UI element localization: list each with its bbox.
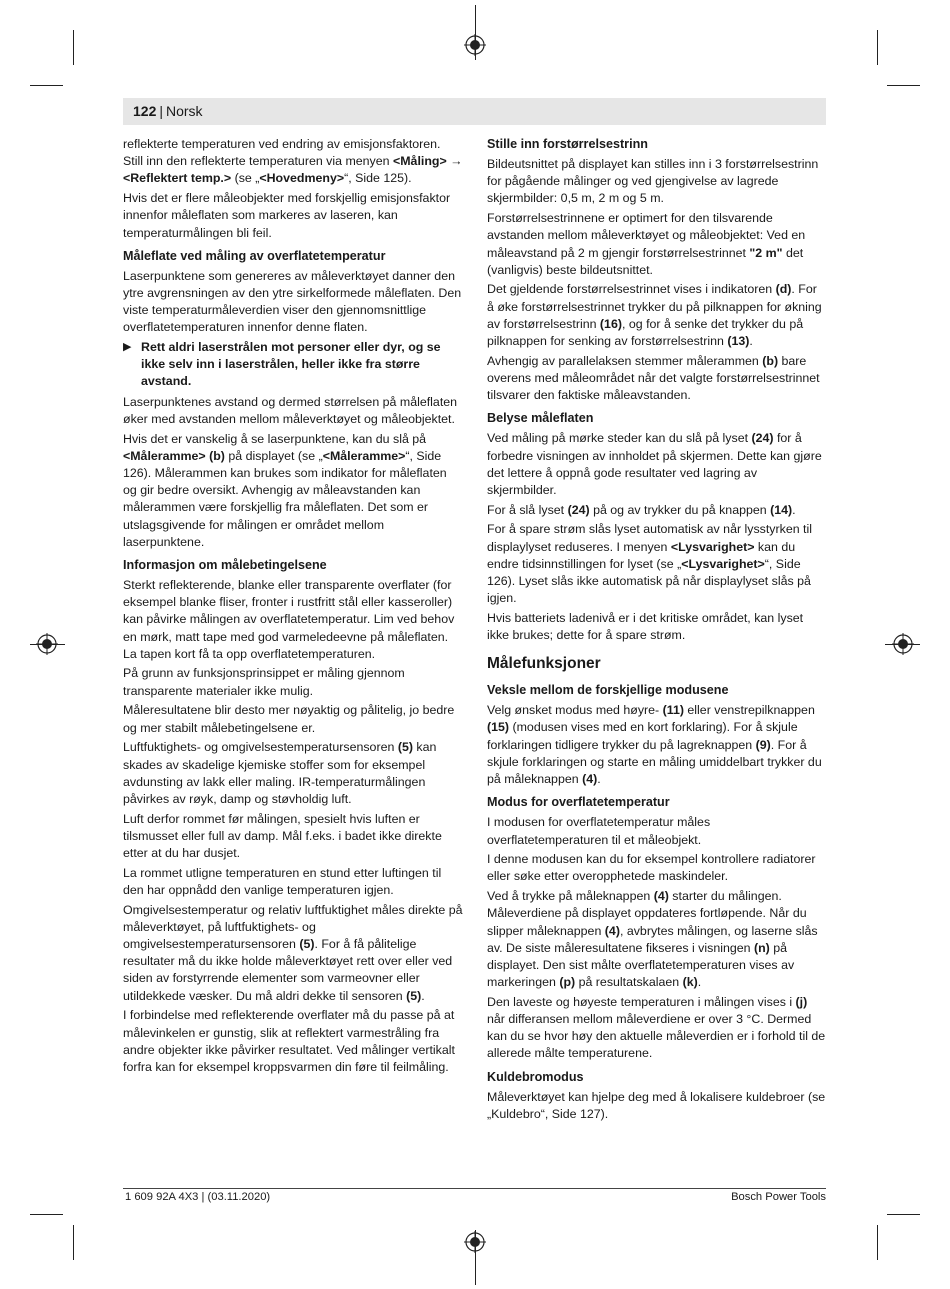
paragraph: Hvis det er vanskelig å se laserpunktene, kan du slå på <Måleramme> (b) på displayet (se „<Måleramme>“, Side 126). Målerammen kan brukes som indikator for måleflaten og gir bedre oversikt. Avhengig av måleavstanden kan målerammen være forskjellig fra måleflaten. Det som er utslagsgivende for målingen er området mellom laserpunktene. [123, 431, 447, 549]
page-number: 122 [133, 103, 157, 119]
paragraph: Laserpunktenes avstand og dermed størrelsen på måleflaten øker med avstanden mellom måleverktøyet og måleobjektet. [123, 394, 458, 426]
safety-warning [123, 339, 463, 391]
paragraph: Måleverktøyet kan hjelpe deg med å lokalisere kuldebroer (se „Kuldebro“, Side 127). [487, 1089, 826, 1121]
footer-brand: Bosch Power Tools [731, 1191, 826, 1203]
paragraph: Sterkt reflekterende, blanke eller transparente overflater (for eksempel blanke fliser, fronter i rustfritt stål eller kasseroller) kan påvirke målingen av overflatetemperatur. Lim ved behov en mørk, matt tape med god varmeledeevne på måleflaten. La tapen kort få ta opp overflatetemperaturen. [123, 577, 455, 661]
right-column [487, 136, 827, 1126]
warning-arrow-icon: ▶ [123, 341, 132, 354]
registration-mark-icon [36, 633, 58, 655]
paragraph: Omgivelsestemperatur og relativ luftfuktighet måles direkte på måleverktøyet, på luftfuktighets- og omgivelsestemperatursensoren (5). For å få pålitelige resultater må du ikke holde måleverktøyet rett over eller ved siden av forstyrrende elementer som varmeovner eller utildekkede væsker. Du må aldri dekke til sensoren (5). [123, 902, 463, 1003]
section-heading: Veksle mellom de forskjellige modusene [487, 683, 729, 698]
warning-text: Rett aldri laserstrålen mot personer eller dyr, og se ikke selv inn i laserstrålen, heller ikke fra større avstand. [141, 340, 441, 389]
section-heading: Belyse måleflaten [487, 411, 594, 426]
paragraph: Bildeutsnittet på displayet kan stilles inn i 3 forstørrelsestrinn for pågående målinger og ved gjengivelse av lagrede skjermbilder: 0,5 m, 2 m og 5 m. [487, 157, 819, 206]
paragraph: I modusen for overflatetemperatur måles overflatetemperaturen til et måleobjekt. [487, 815, 711, 847]
paragraph: La rommet utligne temperaturen en stund etter luftingen til den har oppnådd den vanlige temperaturen igjen. [123, 865, 442, 897]
page-header [123, 98, 826, 125]
paragraph: Forstørrelsestrinnene er optimert for den tilsvarende avstanden mellom måleverktøyet og måleobjektet: Ved en måleavstand på 2 m gjengir forstørrelsestrinnet "2 m" det (vanligvis) beste bildeutsnittet. [487, 211, 806, 277]
header-separator: | [159, 103, 163, 119]
paragraph: Luft derfor rommet før målingen, spesielt hvis luften er tilsmusset eller full av damp. Mål f.eks. i badet ikke direkte etter at du har dusjet. [123, 811, 442, 861]
paragraph: Avhengig av parallelaksen stemmer målerammen (b) bare overens med måleområdet når det valgte forstørrelsestrinnet tilsvarer den faktiske måleavstanden. [487, 353, 820, 403]
paragraph: Ved å trykke på måleknappen (4) starter du målingen. Måleverdiene på displayet oppdateres fortløpende. Når du slipper måleknappen (4), avbrytes målingen, og laserne slås av. De siste måleresultatene fikseres i visningen (n) på displayet. Den sist målte overflatetemperaturen vises av markeringen (p) på resultatskalaen (k). [487, 889, 818, 990]
section-heading: Kuldebromodus [487, 1069, 584, 1084]
crop-mark [73, 30, 74, 65]
crop-mark [30, 1214, 63, 1215]
paragraph: Måleresultatene blir desto mer nøyaktig og pålitelig, jo bedre og mer stabilt målebetingelsene er. [123, 703, 455, 735]
footer-doc-number: 1 609 92A 4X3 | (03.11.2020) [125, 1191, 271, 1203]
footer-rule [123, 1188, 826, 1189]
paragraph: For å spare strøm slås lyset automatisk av når lysstyrken til displaylyset reduseres. I menyen <Lysvarighet> kan du endre tidsinnstillingen for lyset (se „<Lysvarighet>“, Side 126). Lyset slås ikke automatisk på når displaylyset slås på igjen. [487, 522, 813, 606]
registration-mark-icon [464, 1231, 486, 1253]
crop-mark [30, 85, 63, 86]
paragraph: Det gjeldende forstørrelsestrinnet vises i indikatoren (d). For å øke forstørrelsestrinnet trykker du på pilknappen for økning av forstørrelsestrinn (16), og for å senke det trykker du på pilknappen for senking av forstørrelsestrinn (13). [487, 282, 822, 349]
section-heading: Informasjon om målebetingelsene [123, 557, 327, 572]
paragraph: reflekterte temperaturen ved endring av emisjonsfaktoren. Still inn den reflekterte temperaturen via menyen <Måling> → <Reflektert temp.> (se „<Hovedmeny>“, Side 125). [123, 137, 463, 186]
crop-mark [877, 1225, 878, 1260]
paragraph: For å slå lyset (24) på og av trykker du på knappen (14). [487, 502, 796, 517]
paragraph: Hvis batteriets ladenivå er i det kritiske området, kan lyset ikke brukes; dette for å spare strøm. [487, 610, 804, 643]
paragraph: Ved måling på mørke steder kan du slå på lyset (24) for å forbedre visningen av innholdet på skjermen. Dette kan gjøre det lettere å oppnå gode resultater ved lagring av skjermbilder. [487, 431, 822, 497]
crop-mark [887, 85, 920, 86]
registration-mark-icon [892, 633, 914, 655]
paragraph: I forbindelse med reflekterende overflater må du passe på at målevinkelen er gunstig, slik at reflektert varmestråling fra andre objekter ikke påvirker resultatet. Ved målinger vertikalt forfra kan for eksempel kroppsvarmen din føre til feilmåling. [123, 1008, 455, 1074]
paragraph: I denne modusen kan du for eksempel kontrollere radiatorer eller søke etter overopphetede maskindeler. [487, 852, 816, 884]
crop-mark [73, 1225, 74, 1260]
paragraph: På grunn av funksjonsprinsippet er måling gjennom transparente materialer ikke mulig. [123, 666, 405, 698]
header-language: Norsk [166, 103, 203, 119]
chapter-heading: Målefunksjoner [487, 655, 601, 673]
paragraph: Hvis det er flere måleobjekter med forskjellig emisjonsfaktor innenfor måleflaten som markeres av laseren, kan temperaturmålingen bli feil. [123, 191, 451, 240]
paragraph: Laserpunktene som genereres av måleverktøyet danner den ytre avgrensningen av den ytre sirkelformede måleflaten. Den viste temperaturmåleverdien viser den gjennomsnittlige overflatetemperaturen innenfor denne flaten. [123, 268, 462, 335]
left-column [123, 136, 463, 1079]
crop-mark [887, 1214, 920, 1215]
paragraph: Luftfuktighets- og omgivelsestemperatursensoren (5) kan skades av skadelige kjemiske stoffer som for eksempel avdunsting av lakk eller maling. IR-temperaturmålingen påvirkes av røyk, damp og støvholdig luft. [123, 740, 437, 806]
paragraph: Den laveste og høyeste temperaturen i målingen vises i (j) når differansen mellom måleverdiene er over 3 °C. Dermed kan du se hvor høy den aktuelle måleverdien er i forhold til de allerede målte temperaturene. [487, 994, 826, 1061]
section-heading: Måleflate ved måling av overflatetemperatur [123, 248, 386, 263]
paragraph: Velg ønsket modus med høyre- (11) eller venstrepilknappen (15) (modusen vises med en kort forklaring). For å skjule forklaringen tidligere trykker du på lagreknappen (9). For å skjule forklaringen og starte en måling umiddelbart trykker du på måleknappen (4). [487, 703, 822, 787]
section-heading: Modus for overflatetemperatur [487, 795, 670, 810]
registration-mark-icon [464, 34, 486, 56]
crop-mark [877, 30, 878, 65]
section-heading: Stille inn forstørrelsestrinn [487, 137, 648, 151]
